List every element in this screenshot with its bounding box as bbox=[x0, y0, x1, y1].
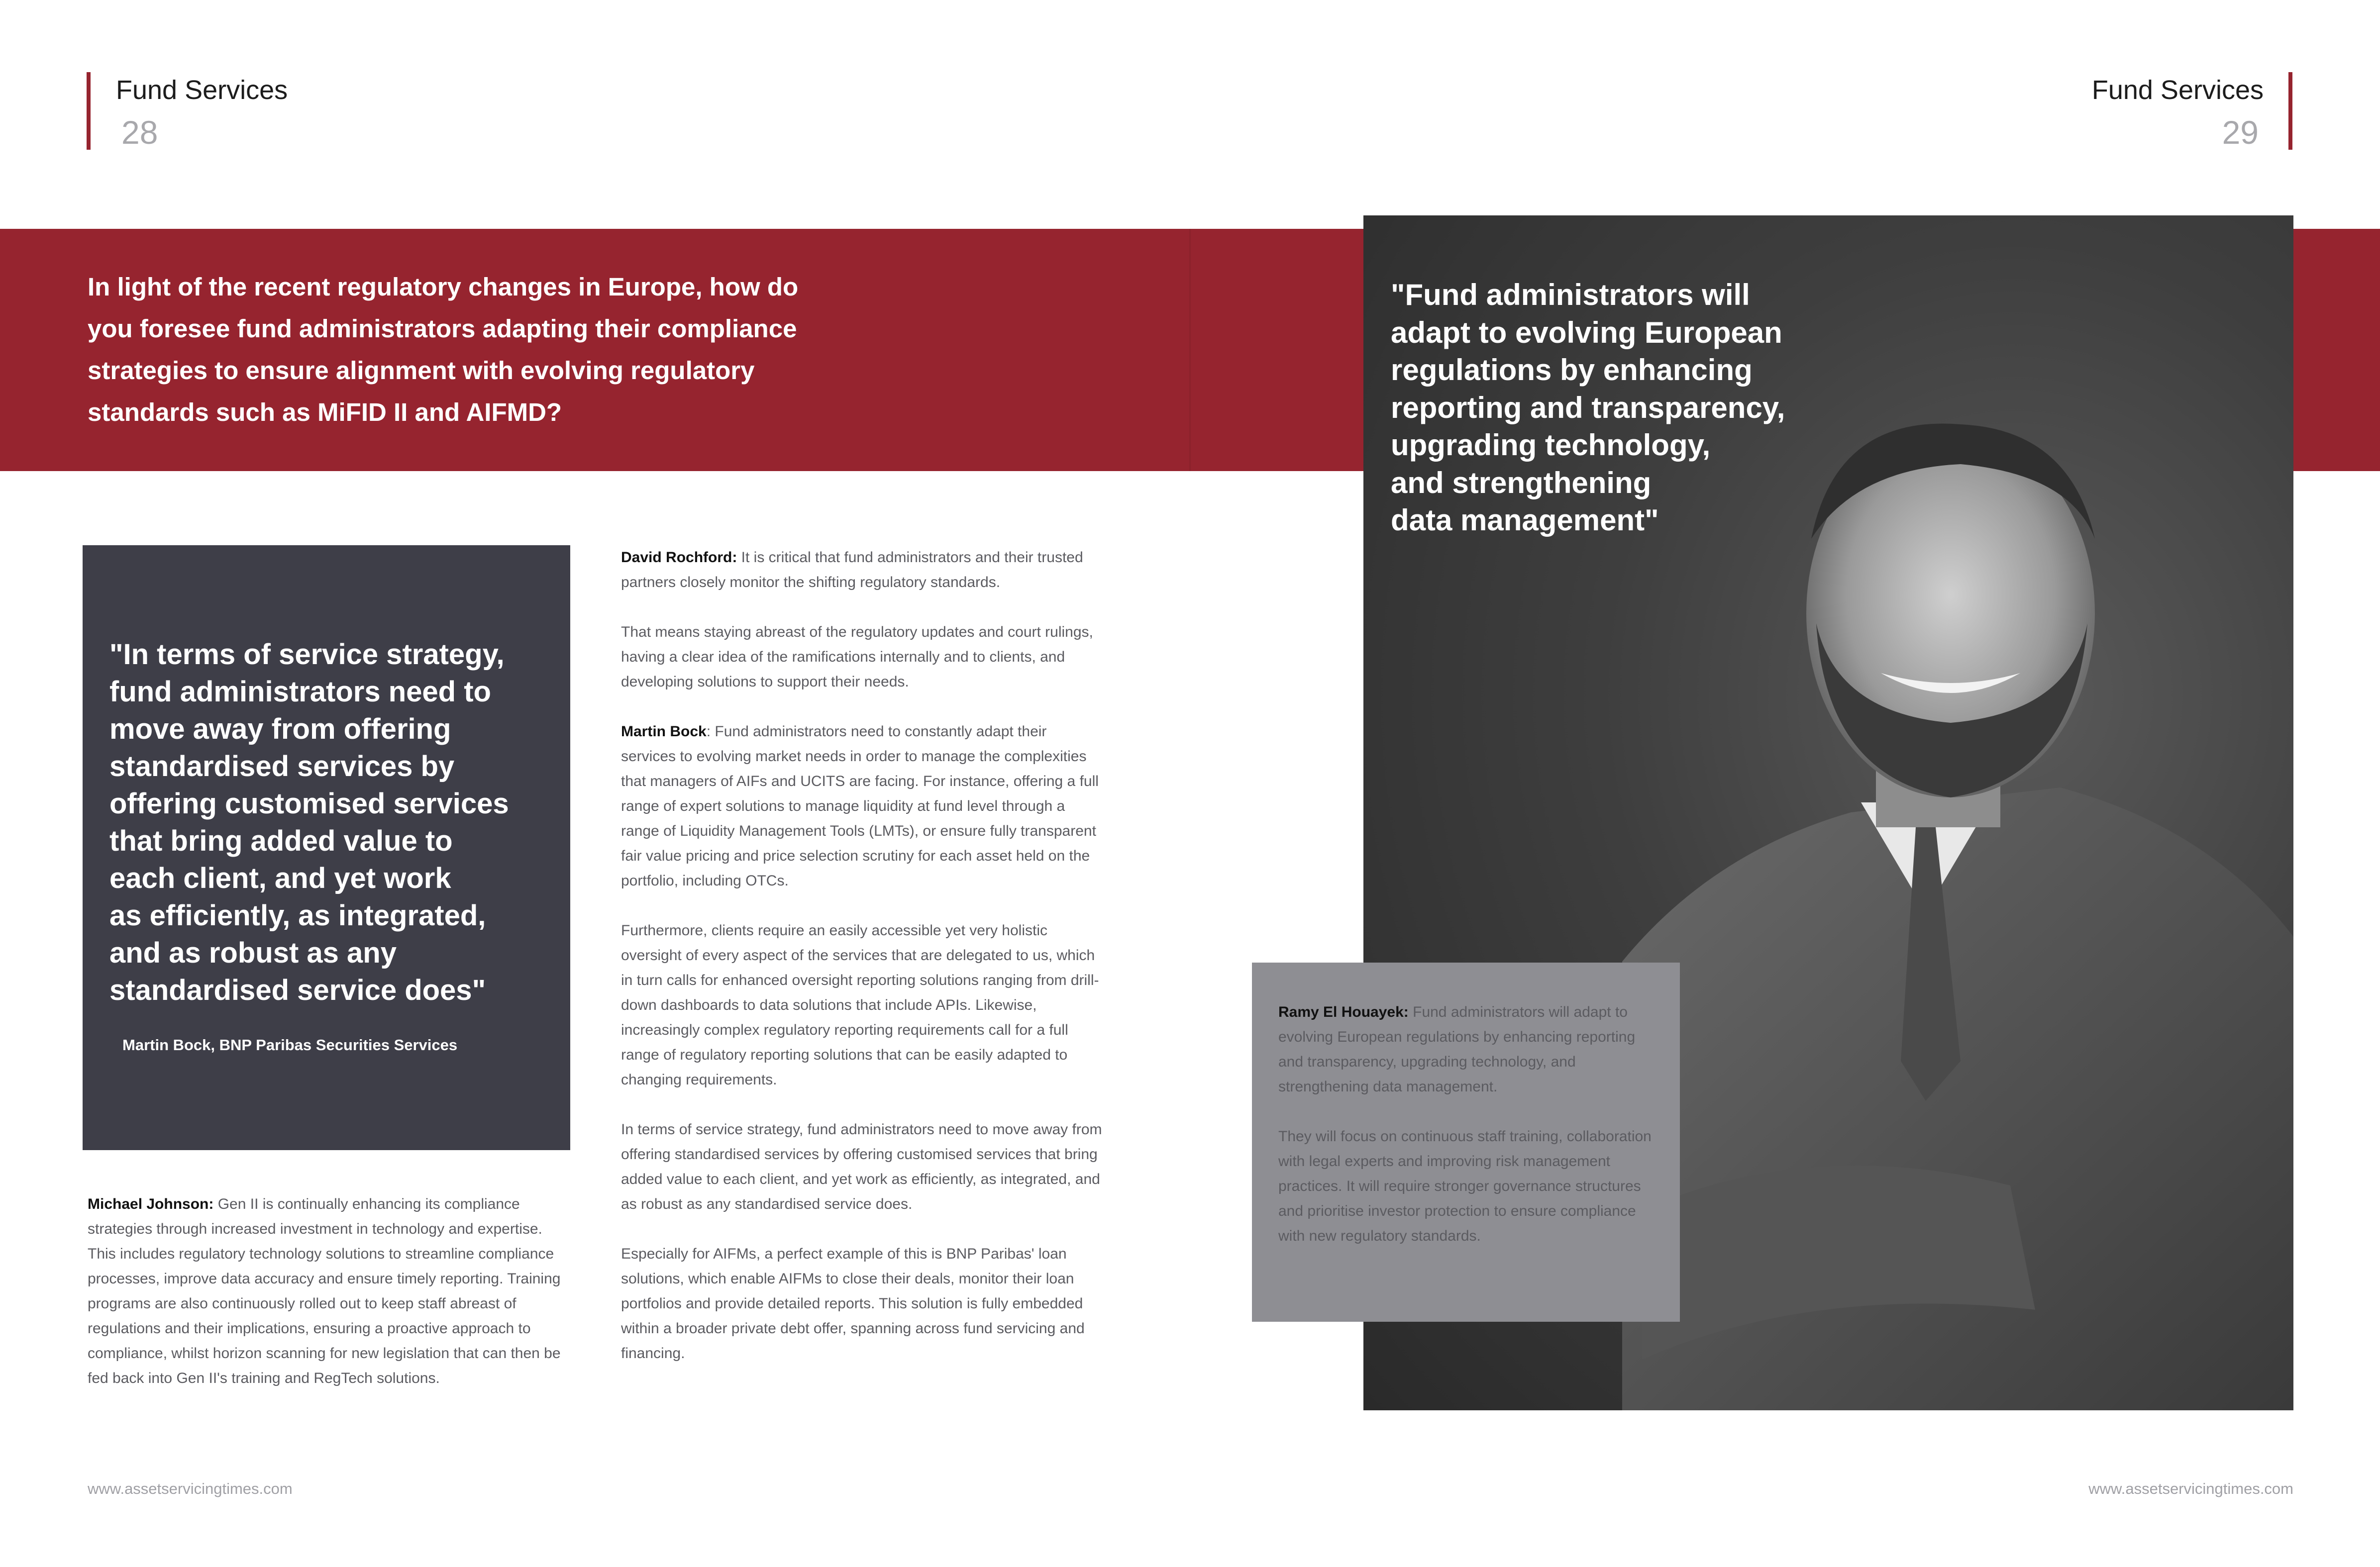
michael-name: Michael Johnson: bbox=[88, 1196, 214, 1212]
page-number-right: 29 bbox=[2222, 114, 2259, 151]
pull-quote-attribution: Martin Bock, BNP Paribas Securities Services bbox=[122, 1036, 458, 1054]
middle-column bbox=[621, 545, 1104, 1366]
section-title-right: Fund Services bbox=[2091, 75, 2264, 105]
ramy-name: Ramy El Houayek: bbox=[1278, 1004, 1409, 1020]
martin-paragraph-1: : Fund administrators need to constantly adapt their services to evolving market needs in order to manage the complexities that managers of AIFs and UCITS are facing. For instance, offering a full range of expert solutions to manage liquidity at fund level through a range of Liquidity Management Tools (LMTs), or ensure fully transparent fair value pricing and price selection scrutiny for each asset held on the portfolio, including OTCs. bbox=[621, 723, 1099, 889]
david-paragraph-2: That means staying abreast of the regulatory updates and court rulings, having a clear idea of the ramifications internally and to clients, and developing solutions to support their needs. bbox=[621, 624, 1093, 690]
ramy-answer-text bbox=[1278, 1000, 1661, 1249]
ramy-paragraph-2: They will focus on continuous staff training, collaboration with legal experts and improving risk management practices. It will require stronger governance structures and prioritise investor protection to ensure compliance with new regulatory standards. bbox=[1278, 1128, 1652, 1244]
section-title-left: Fund Services bbox=[116, 75, 288, 105]
michael-text: Gen II is continually enhancing its compliance strategies through increased investment in technology and expertise. This includes regulatory technology solutions to streamline compliance processes, improve data accuracy and ensure timely reporting. Training programs are also continuously rolled out to keep staff abreast of regulations and their implications, ensuring a proactive approach to compliance, whilst horizon scanning for new legislation that can then be fed back into Gen II's training and RegTech solutions. bbox=[88, 1196, 561, 1386]
interview-question: In light of the recent regulatory changes in Europe, how do you foresee fund administrators adapting their compliance strategies to ensure alignment with evolving regulatory standards such as MiFID II and AIFMD? bbox=[88, 273, 799, 426]
martin-paragraph-2: Furthermore, clients require an easily accessible yet very holistic oversight of every aspect of the services that are delegated to us, which in turn calls for enhanced oversight reporting solutions ranging from drill-down dashboards to data solutions that include APIs. Likewise, increasingly complex regulatory reporting requirements call for a full range of regulatory reporting solutions that can be easily adapted to changing requirements. bbox=[621, 922, 1099, 1088]
footer-url-left[interactable]: www.assetservicingtimes.com bbox=[88, 1480, 293, 1497]
michael-answer bbox=[88, 1192, 570, 1391]
spread-gutter bbox=[1189, 229, 1191, 471]
ramy-paragraph-1: Fund administrators will adapt to evolving European regulations by enhancing reporting and transparency, upgrading technology, and strengthening data management. bbox=[1278, 1004, 1636, 1095]
footer-url-right[interactable]: www.assetservicingtimes.com bbox=[2088, 1480, 2293, 1497]
david-paragraph-1: It is critical that fund administrators and their trusted partners closely monitor the shifting regulatory standards. bbox=[621, 549, 1083, 590]
david-name: David Rochford: bbox=[621, 549, 737, 566]
martin-name: Martin Bock bbox=[621, 723, 707, 740]
pull-quote-left: "In terms of service strategy, fund administrators need to move away from offering standardised services by offering customised services that bring added value to each client, and yet work as efficiently, as integrated, and as robust as any standardised service does" bbox=[109, 638, 509, 1006]
header-accent-bar-right bbox=[2288, 72, 2292, 150]
pull-quote-right: "Fund administrators will adapt to evolving European regulations by enhancing reporting and transparency, upgrading technology, and strengthening data management" bbox=[1391, 278, 1785, 537]
header-accent-bar-left bbox=[87, 72, 91, 150]
martin-paragraph-4: Especially for AIFMs, a perfect example of this is BNP Paribas' loan solutions, which enable AIFMs to close their deals, monitor their loan portfolios and provide detailed reports. This solution is fully embedded within a broader private debt offer, spanning across fund servicing and financing. bbox=[621, 1246, 1085, 1362]
martin-paragraph-3: In terms of service strategy, fund administrators need to move away from offering standardised services by offering customised services that bring added value to each client, and yet work as efficiently, as integrated, and as robust as any standardised service does. bbox=[621, 1121, 1102, 1212]
page-number-left: 28 bbox=[121, 114, 158, 151]
